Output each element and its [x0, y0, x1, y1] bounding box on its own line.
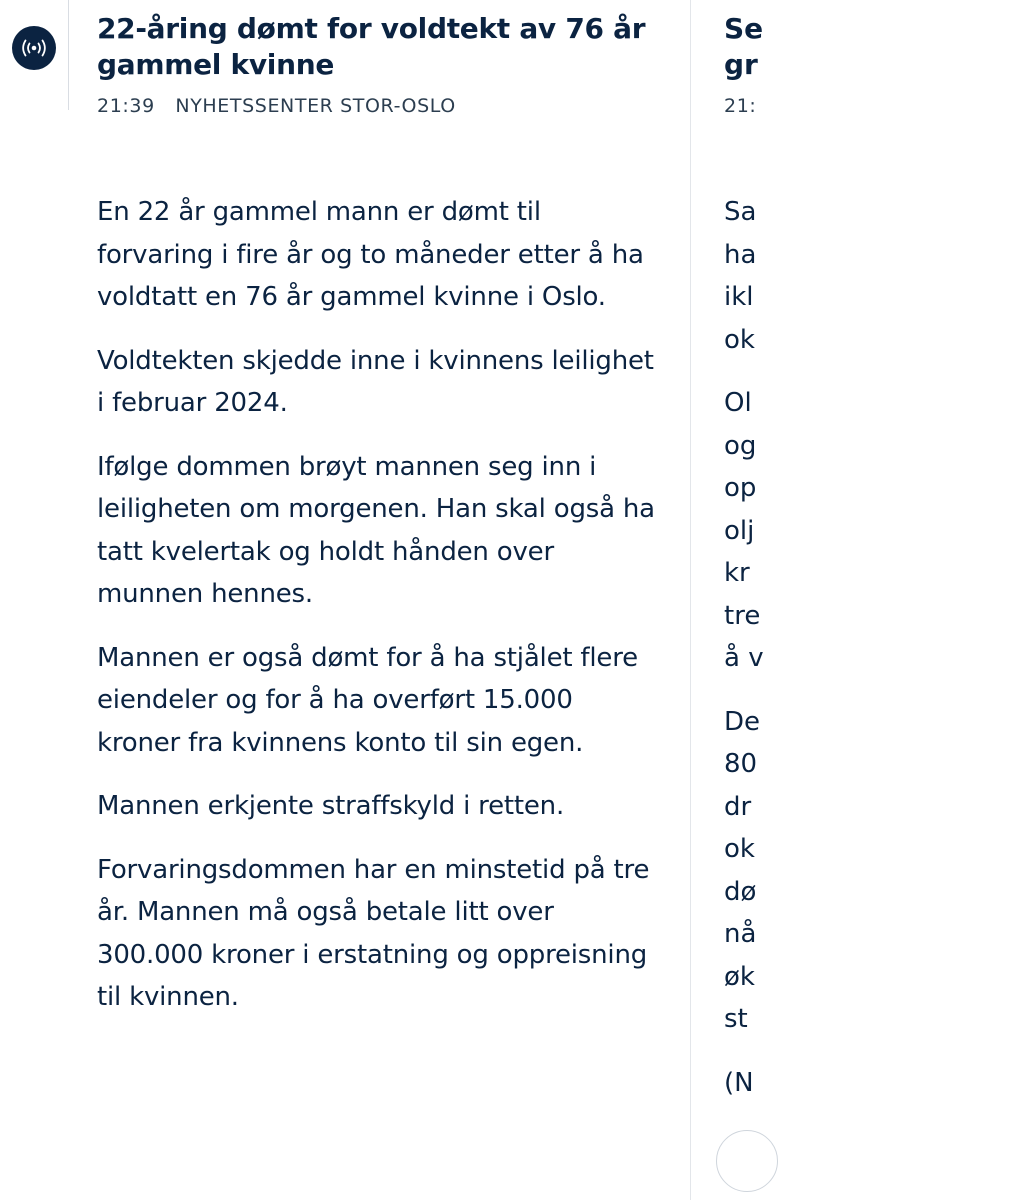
next-article-body	[724, 191, 1024, 1125]
next-article-paragraph: Ol og op olj kr tre å v	[724, 388, 764, 673]
article-meta	[97, 93, 456, 119]
broadcast-waves-icon	[19, 38, 49, 58]
live-broadcast-icon	[12, 26, 56, 70]
article-paragraph: En 22 år gammel mann er dømt til forvaring i fire år og to måneder etter å ha voldtatt en 76 år gammel kvinne i Oslo.	[97, 197, 644, 312]
next-article-time: 21:	[724, 95, 757, 117]
article-time: 21:39	[97, 95, 155, 117]
article-paragraph: Mannen erkjente straffskyld i retten.	[97, 791, 565, 821]
article-paragraph: Voldtekten skjedde inne i kvinnens leilighet i februar 2024.	[97, 345, 654, 418]
article-paragraph: Ifølge dommen brøyt mannen seg inn i leiligheten om morgenen. Han skal også ha tatt kvelertak og holdt hånden over munnen hennes.	[97, 451, 655, 609]
next-article-paragraph: Sa ha ikl ok	[724, 197, 757, 355]
main-article-card	[97, 0, 657, 1200]
article-paragraph: Forvaringsdommen har en minstetid på tre år. Mannen må også betale litt over 300.000 kroner i erstatning og oppreisning til kvinnen.	[97, 854, 650, 1012]
next-article-paragraph: De 80 dr ok dø nå øk st	[724, 706, 761, 1034]
article-headline[interactable]: 22-åring dømt for voldtekt av 76 år gammel kvinne	[97, 12, 646, 81]
card-divider	[690, 0, 691, 1200]
next-article-headline[interactable]: Se gr	[724, 12, 764, 81]
next-article-paragraph: (N	[724, 1067, 754, 1098]
timeline-line	[68, 0, 69, 110]
article-source: NYHETSSENTER STOR-OSLO	[175, 95, 456, 117]
next-article-card[interactable]	[724, 0, 1024, 1200]
article-body	[97, 191, 657, 1040]
article-paragraph: Mannen er også dømt for å ha stjålet flere eiendeler og for å ha overført 15.000 kroner fra kvinnens konto til sin egen.	[97, 642, 638, 758]
next-article-action-button[interactable]	[716, 1130, 778, 1192]
